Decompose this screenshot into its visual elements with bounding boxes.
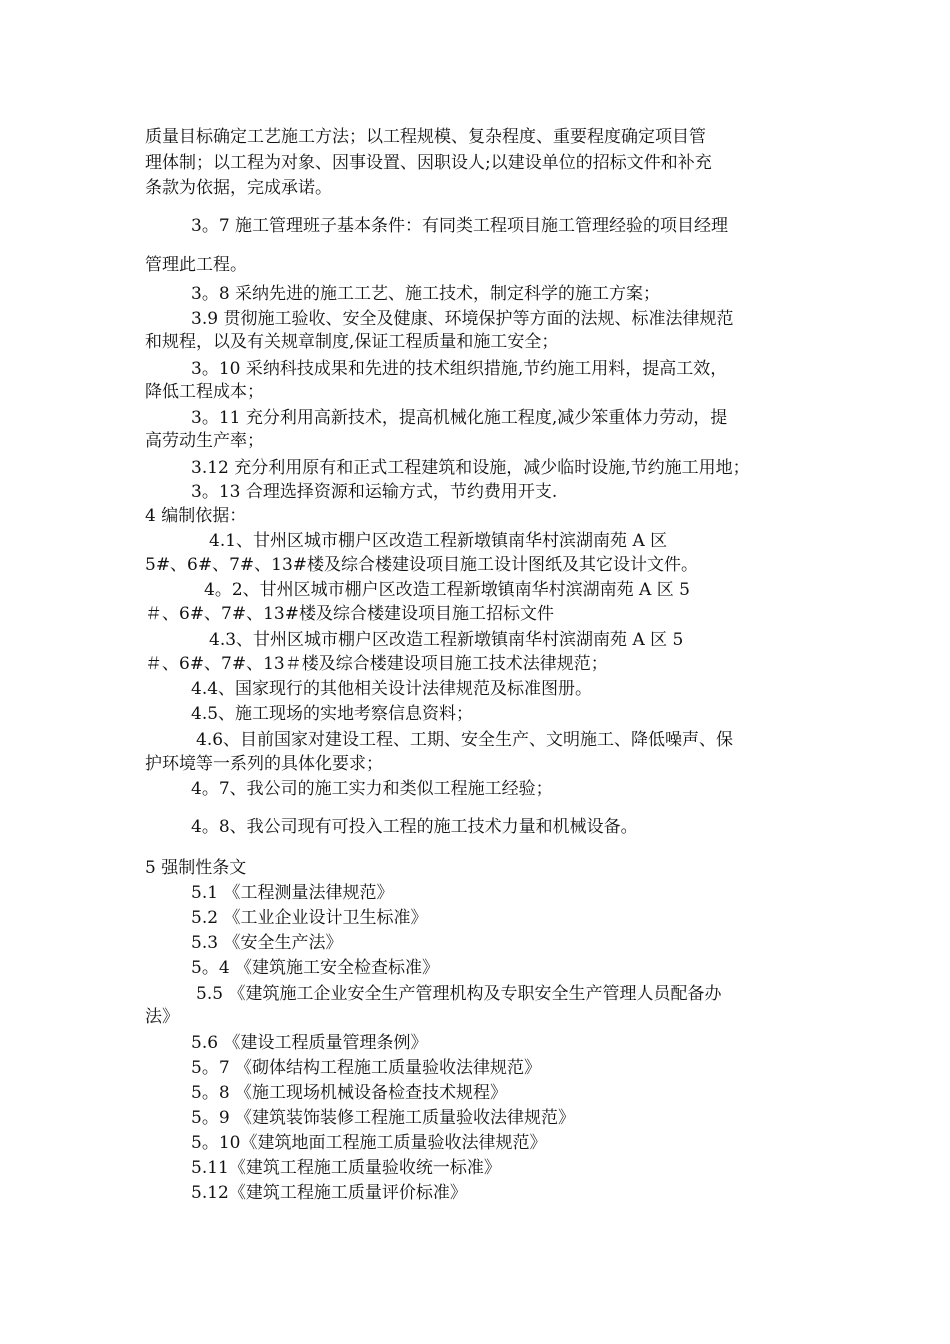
paragraph-line: 质量目标确定工艺施工方法；以工程规模、复杂程度、重要程度确定项目管 (145, 127, 706, 147)
paragraph-line: 和规程，以及有关规章制度,保证工程质量和施工安全； (145, 332, 559, 352)
list-item: 5.3 《安全生产法》 (191, 933, 343, 953)
list-item: 5。10《建筑地面工程施工质量验收法律规范》 (191, 1133, 547, 1153)
paragraph-line: 3。10 采纳科技成果和先进的技术组织措施,节约施工用料，提高工效， (191, 359, 728, 379)
paragraph-line: 理体制；以工程为对象、因事设置、因职设人;以建设单位的招标文件和补充 (145, 153, 712, 173)
list-item: 5。4 《建筑施工安全检查标准》 (191, 958, 440, 978)
paragraph-line: 4.4、国家现行的其他相关设计法律规范及标准图册。 (191, 679, 593, 699)
paragraph-line: 3.12 充分利用原有和正式工程建筑和设施，减少临时设施,节约施工用地； (191, 458, 750, 478)
paragraph-line: 4。2、甘州区城市棚户区改造工程新墩镇南华村滨湖南苑 A 区 5 (204, 580, 690, 600)
list-item: 5.12《建筑工程施工质量评价标准》 (191, 1183, 467, 1203)
paragraph-line: 4。8、我公司现有可投入工程的施工技术力量和机械设备。 (191, 817, 638, 837)
paragraph-line: 3。8 采纳先进的施工工艺、施工技术，制定科学的施工方案； (191, 284, 661, 304)
paragraph-line: 4.1、甘州区城市棚户区改造工程新墩镇南华村滨湖南苑 A 区 (209, 531, 668, 551)
list-item: 5。8 《施工现场机械设备检查技术规程》 (191, 1083, 508, 1103)
paragraph-line: 4.5、施工现场的实地考察信息资料； (191, 704, 474, 724)
section-heading: 4 编制依据： (145, 506, 247, 526)
paragraph-line: 降低工程成本； (145, 382, 264, 402)
list-item: 5.5 《建筑施工企业安全生产管理机构及专职安全生产管理人员配备办 (196, 984, 722, 1004)
list-item: 5.1 《工程测量法律规范》 (191, 883, 394, 903)
paragraph-line: 管理此工程。 (145, 255, 247, 275)
paragraph-line: 3。11 充分利用高新技术，提高机械化施工程度,减少笨重体力劳动，提 (191, 408, 728, 428)
paragraph-line: ＃、6#、7#、13＃楼及综合楼建设项目施工技术法律规范； (145, 654, 608, 674)
list-item: 5.2 《工业企业设计卫生标准》 (191, 908, 428, 928)
list-item: 5。7 《砌体结构工程施工质量验收法律规范》 (191, 1058, 542, 1078)
paragraph-line: 4。7、我公司的施工实力和类似工程施工经验； (191, 779, 553, 799)
paragraph-line: 护环境等一系列的具体化要求； (145, 754, 383, 774)
list-item: 5。9 《建筑装饰装修工程施工质量验收法律规范》 (191, 1108, 576, 1128)
paragraph-line: 4.6、目前国家对建设工程、工期、安全生产、文明施工、降低噪声、保 (196, 730, 734, 750)
paragraph-line: 4.3、甘州区城市棚户区改造工程新墩镇南华村滨湖南苑 A 区 5 (209, 630, 684, 650)
paragraph-line: ＃、6#、7#、13#楼及综合楼建设项目施工招标文件 (145, 604, 554, 624)
paragraph-line: 5#、6#、7#、13#楼及综合楼建设项目施工设计图纸及其它设计文件。 (145, 555, 699, 575)
paragraph-line: 高劳动生产率； (145, 431, 264, 451)
paragraph-line: 3.9 贯彻施工验收、安全及健康、环境保护等方面的法规、标准法律规范 (191, 309, 734, 329)
list-item: 5.11《建筑工程施工质量验收统一标准》 (191, 1158, 501, 1178)
paragraph-line: 3。13 合理选择资源和运输方式，节约费用开支. (191, 482, 558, 502)
paragraph-line: 3。7 施工管理班子基本条件：有同类工程项目施工管理经验的项目经理 (191, 216, 729, 236)
paragraph-line: 条款为依据，完成承诺。 (145, 178, 332, 198)
section-heading: 5 强制性条文 (145, 858, 247, 878)
list-item: 5.6 《建设工程质量管理条例》 (191, 1033, 428, 1053)
list-item-continuation: 法》 (145, 1007, 179, 1027)
